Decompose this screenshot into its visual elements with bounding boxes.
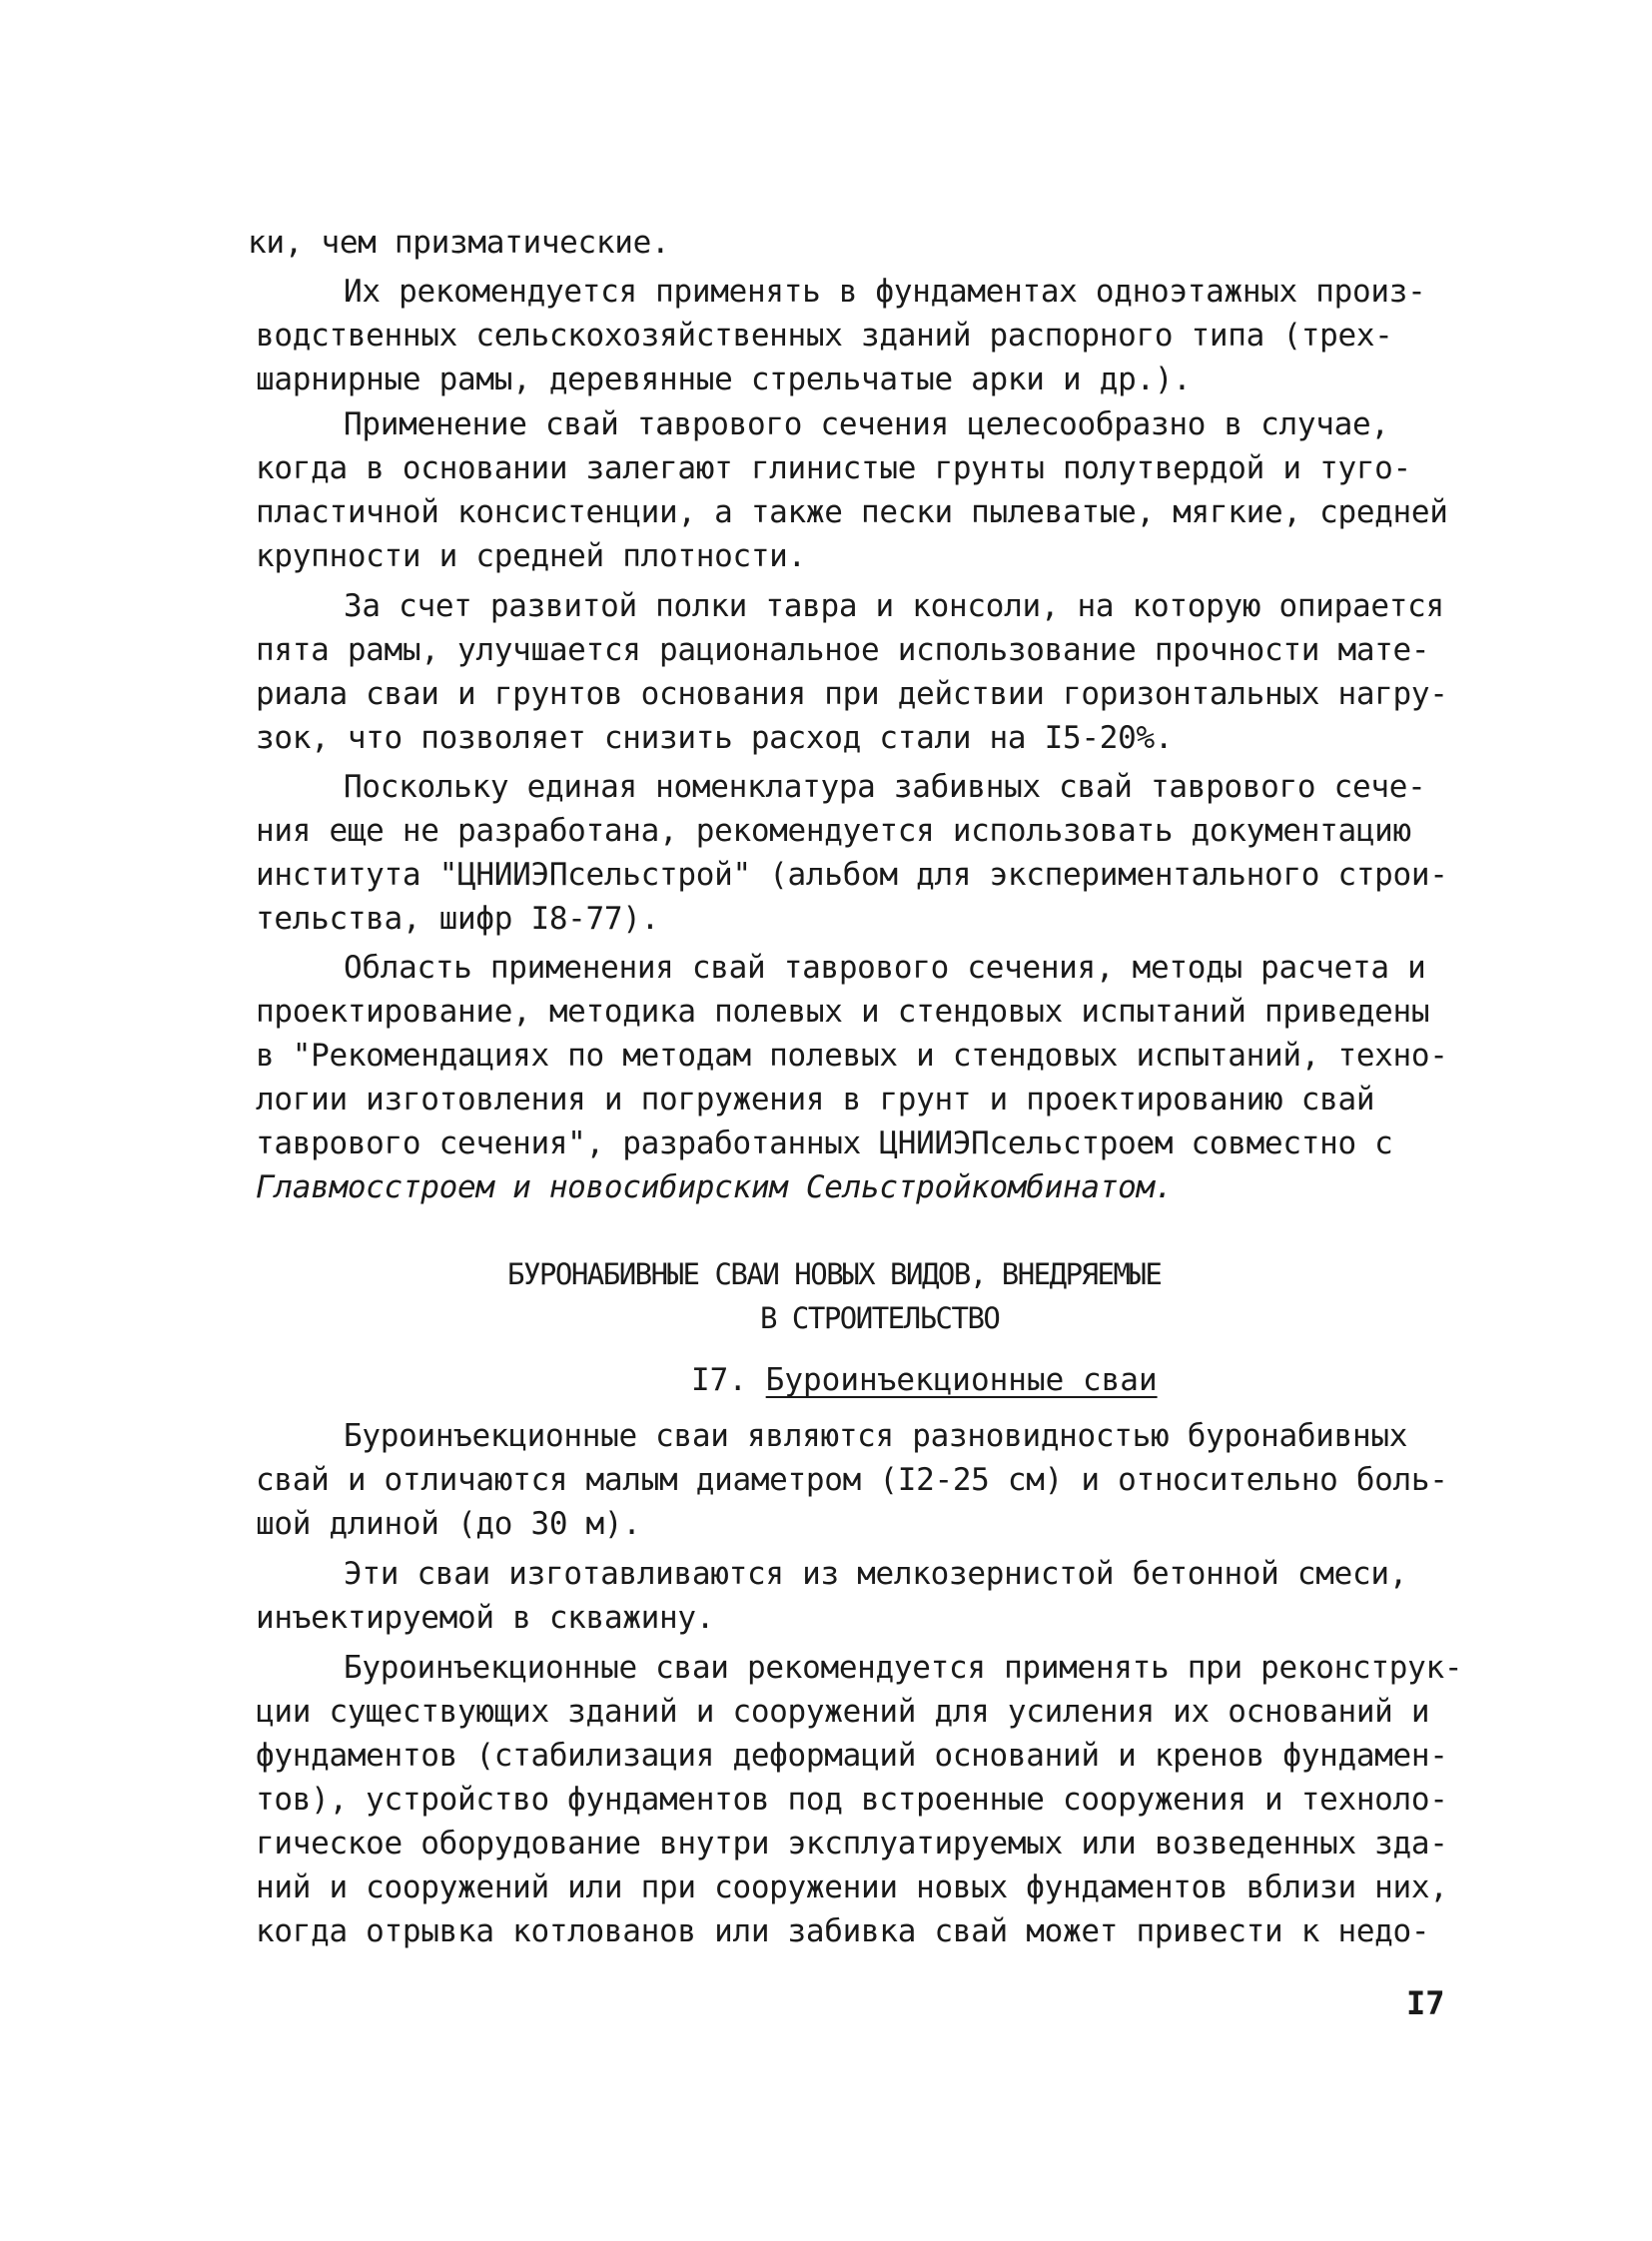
text-line: Поскольку единая номенклатура забивных свай таврового сече- (344, 769, 1426, 805)
text-line: За счет развитой полки тавра и консоли, на которую опирается (344, 588, 1444, 624)
section-heading-line2: В СТРОИТЕЛЬСТВО (760, 1301, 1000, 1335)
text-line: тельства, шифр I8-77). (256, 901, 659, 937)
text-line: Главмосстроем и новосибирским Сельстройкомбинатом. (256, 1169, 1174, 1205)
text-line: водственных сельскохозяйственных зданий распорного типа (трех- (256, 318, 1393, 354)
subsection-heading (691, 1360, 1158, 1400)
text-line: ний и сооружений или при сооружении новых фундаментов вблизи них, (256, 1869, 1448, 1905)
text-line: фундаментов (стабилизация деформаций оснований и кренов фундамен- (256, 1738, 1448, 1774)
text-line: в "Рекомендациях по методам полевых и стендовых испытаний, техно- (256, 1038, 1448, 1074)
text-line: логии изготовления и погружения в грунт и проектированию свай (256, 1082, 1375, 1118)
text-line: Их рекомендуется применять в фундаментах одноэтажных произ- (344, 274, 1426, 310)
text-line: Буроинъекционные сваи рекомендуется применять при реконструк- (344, 1650, 1463, 1686)
text-line: риала сваи и грунтов основания при действии горизонтальных нагру- (256, 676, 1448, 712)
text-line: Область применения свай таврового сечения, методы расчета и (344, 950, 1426, 986)
text-line: крупности и средней плотности. (256, 538, 806, 574)
text-line: пята рамы, улучшается рациональное использование прочности мате- (256, 632, 1430, 668)
text-line: когда в основании залегают глинистые грунты полутвердой и туго- (256, 450, 1411, 486)
text-line: Эти сваи изготавливаются из мелкозернистой бетонной смеси, (344, 1556, 1408, 1592)
text-line: когда отрывка котлованов или забивка свай может привести к недо- (256, 1913, 1430, 1949)
text-line: пластичной консистенции, а также пески пылеватые, мягкие, средней (256, 494, 1448, 530)
text-line: гическое оборудование внутри эксплуатируемых или возведенных зда- (256, 1826, 1448, 1862)
text-line: ния еще не разработана, рекомендуется использовать документацию (256, 813, 1411, 849)
text-line: зок, что позволяет снизить расход стали на I5-20%. (256, 720, 1174, 756)
text-line: шарнирные рамы, деревянные стрельчатые арки и др.). (256, 362, 1192, 397)
text-line: шой длиной (до 30 м). (256, 1506, 641, 1542)
text-line: Применение свай таврового сечения целесообразно в случае, (344, 406, 1389, 442)
text-line: ки, чем призматические. (248, 225, 670, 261)
text-line: ции существующих зданий и сооружений для усиления их оснований и (256, 1694, 1430, 1730)
text-line: Буроинъекционные сваи являются разновидностью буронабивных (344, 1418, 1408, 1454)
text-line: свай и отличаются малым диаметром (I2-25 см) и относительно боль- (256, 1462, 1448, 1498)
subsection-title: Буроинъекционные сваи (765, 1362, 1158, 1398)
text-line: таврового сечения", разработанных ЦНИИЭПсельстроем совместно с (256, 1125, 1393, 1161)
section-heading-line1: БУРОНАБИВНЫЕ СВАИ НОВЫХ ВИДОВ, ВНЕДРЯЕМЫЕ (507, 1257, 1162, 1291)
page-number: I7 (1406, 1984, 1445, 2022)
text-line: инъектируемой в скважину. (256, 1600, 715, 1636)
text-line: тов), устройство фундаментов под встроенные сооружения и техноло- (256, 1782, 1448, 1818)
text-line: института "ЦНИИЭПсельстрой" (альбом для экспериментального строи- (256, 857, 1448, 893)
subsection-number: I7. (691, 1362, 747, 1398)
text-line: проектирование, методика полевых и стендовых испытаний приведены (256, 994, 1430, 1030)
